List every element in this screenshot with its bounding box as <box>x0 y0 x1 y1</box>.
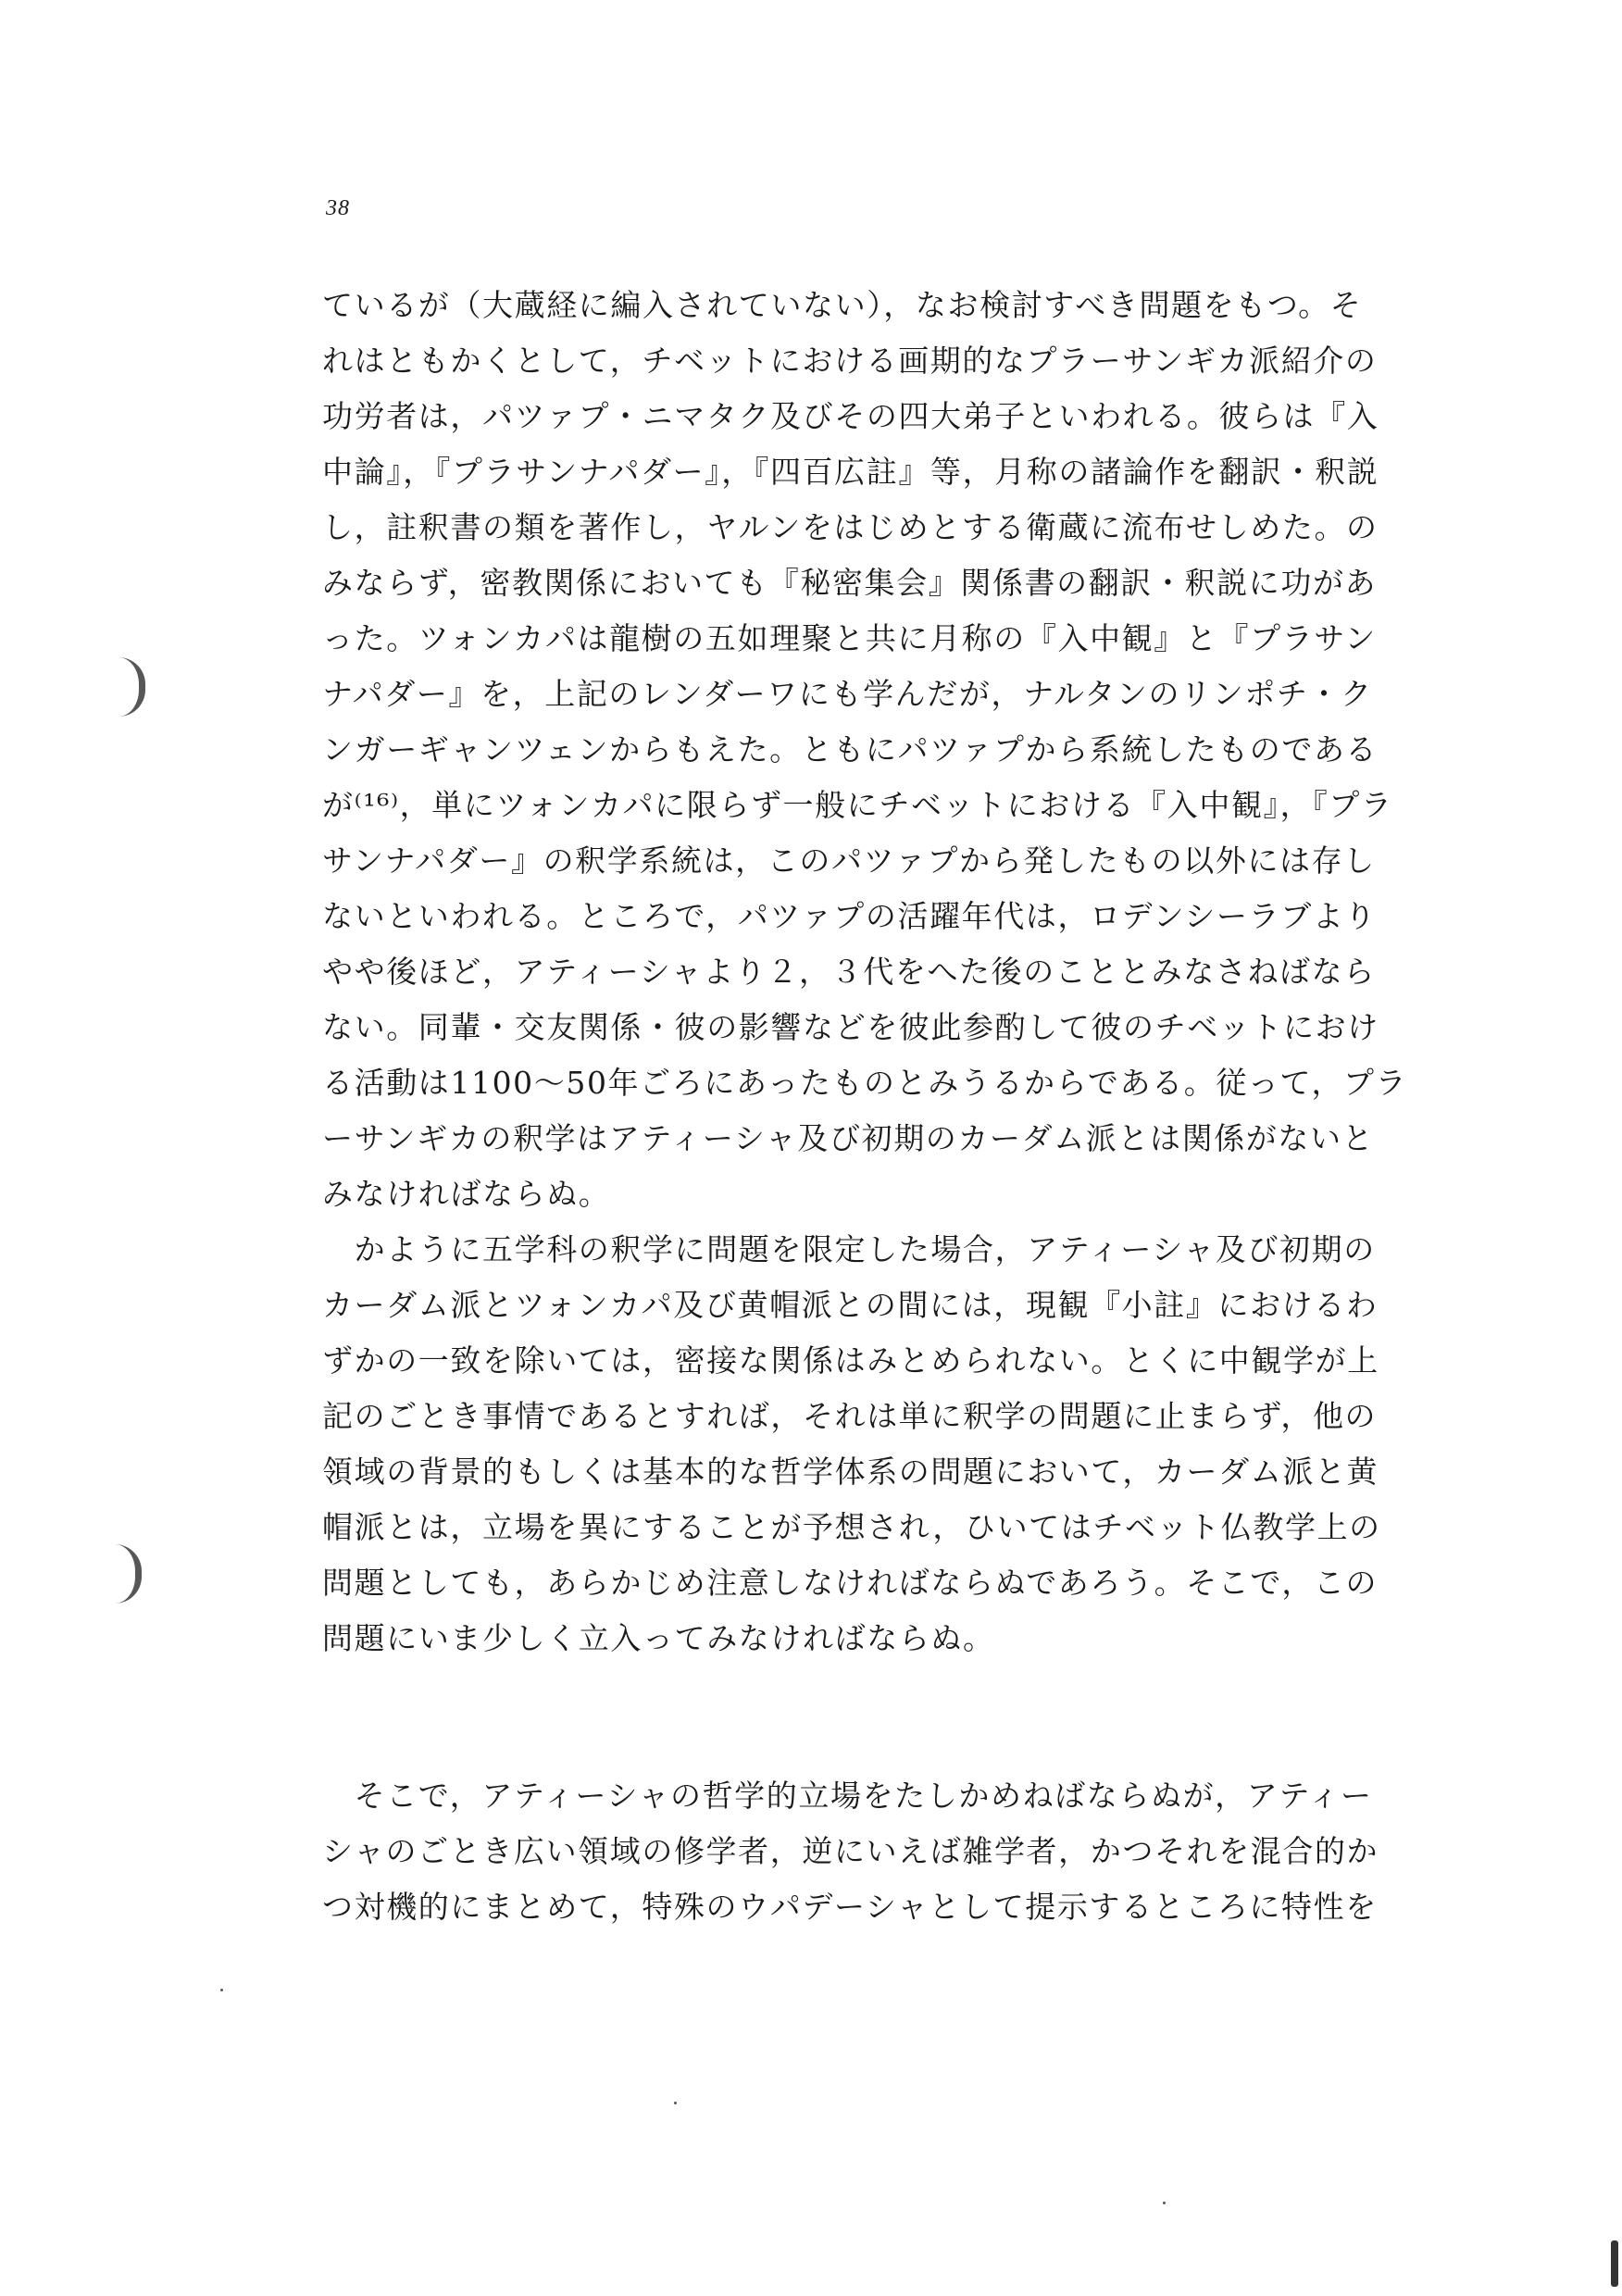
text-line: 記のごとき事情であるとすれば，それは単に釈学の問題に止まらず，他の <box>322 1398 1378 1434</box>
text-line: ない。同輩・交友関係・彼の影響などを彼此参酌して彼のチベットにおけ <box>322 1009 1379 1045</box>
text-line: シャのごとき広い領域の修学者，逆にいえば雑学者，かつそれを混合的か <box>322 1833 1379 1869</box>
text-line: かように五学科の釈学に問題を限定した場合，アティーシャ及び初期の <box>322 1231 1376 1267</box>
text-line: ないといわれる。ところで，パツァプの活躍年代は，ロデンシーラブより <box>322 898 1377 934</box>
scan-speck <box>1163 2202 1166 2204</box>
text-line: やや後ほど，アティーシャより２，３代をへた後のこととみなさねばなら <box>322 954 1376 990</box>
text-line: つ対機的にまとめて，特殊のウパデーシャとして提示するところに特性を <box>322 1889 1378 1925</box>
page-number: 38 <box>326 196 350 220</box>
text-line: れはともかくとして，チベットにおける画期的なプラーサンギカ派紹介の <box>322 343 1378 379</box>
binding-hole-mark <box>115 1544 142 1603</box>
body-text-block <box>322 278 1452 1666</box>
text-line: った。ツォンカパは龍樹の五如理聚と共に月称の『入中観』と『プラサン <box>322 620 1377 656</box>
text-line: ているが（大蔵経に編入されていない），なお検討すべき問題をもつ。そ <box>322 287 1363 323</box>
text-line: 領域の背景的もしくは基本的な哲学体系の問題において，カーダム派と黄 <box>322 1454 1379 1490</box>
text-line: 帽派とは，立場を異にすることが予想され，ひいてはチベット仏教学上の <box>322 1509 1381 1545</box>
text-line: ーサンギカの釈学はアティーシャ及び初期のカーダム派とは関係がないと <box>322 1120 1375 1156</box>
text-line: し，註釈書の類を著作し，ヤルンをはじめとする衛蔵に流布せしめた。の <box>322 509 1379 545</box>
text-line: 功労者は，パツァプ・ニマタク及びその四大弟子といわれる。彼らは『入 <box>322 398 1379 434</box>
scan-speck <box>674 2102 677 2104</box>
binding-hole-mark <box>119 657 145 717</box>
text-line: が⁽¹⁶⁾，単にツォンカパに限らず一般にチベットにおける『入中観』，『プラ <box>322 787 1393 823</box>
text-line: サンナパダー』の釈学系統は，このパツァプから発したもの以外には存し <box>322 842 1376 879</box>
text-line: ずかの一致を除いては，密接な関係はみとめられない。とくに中観学が上 <box>322 1342 1379 1379</box>
scan-speck <box>220 1989 223 1991</box>
text-line: みならず，密教関係においても『秘密集会』関係書の翻訳・釈説に功があ <box>322 565 1378 601</box>
body-text-block <box>322 1768 1452 1935</box>
text-line: カーダム派とツォンカパ及び黄帽派との間には，現観『小註』におけるわ <box>322 1287 1379 1323</box>
text-line: 中論』，『プラサンナパダー』，『四百広註』等，月称の諸論作を翻訳・釈説 <box>322 454 1379 490</box>
scan-edge-mark <box>1611 2240 1618 2287</box>
text-line: る活動は1100～50年ごろにあったものとみうるからである。従って，プラ <box>322 1065 1408 1101</box>
text-line: ナパダー』を，上記のレンダーワにも学んだが，ナルタンのリンポチ・ク <box>322 676 1373 712</box>
text-line: みなければならぬ。 <box>322 1176 611 1212</box>
text-line: そこで，アティーシャの哲学的立場をたしかめねばならぬが，アティー <box>322 1778 1373 1814</box>
text-line: ンガーギャンツェンからもえた。ともにパツァプから系統したものである <box>322 731 1379 767</box>
text-line: 問題としても，あらかじめ注意しなければならぬであろう。そこで，この <box>322 1565 1379 1601</box>
text-line: 問題にいま少しく立入ってみなければならぬ。 <box>322 1620 995 1656</box>
